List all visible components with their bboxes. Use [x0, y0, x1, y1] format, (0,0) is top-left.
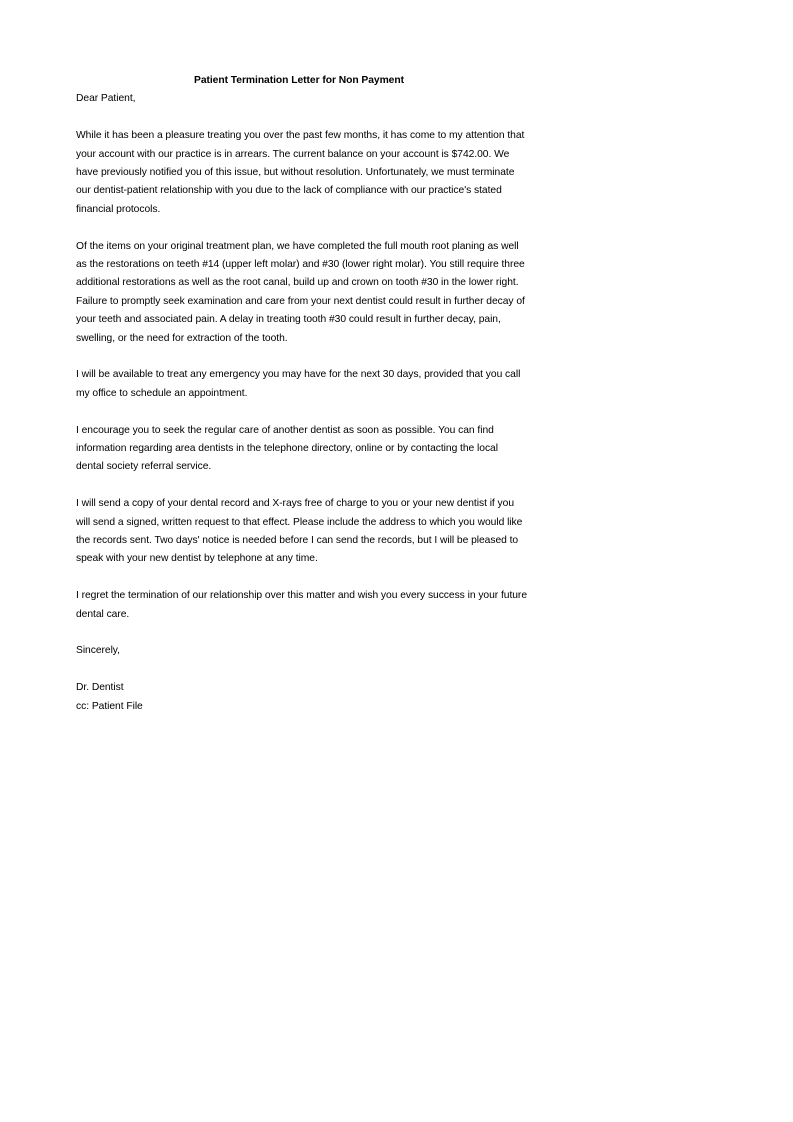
signature-block [76, 679, 528, 716]
signature-name: Dr. Dentist [76, 682, 124, 694]
letter-body [76, 72, 528, 716]
paragraph-seek-care: I encourage you to seek the regular care of another dentist as soon as possible. You can find information regarding area dentists in the telephone directory, online or by contacting the local dental society referral service. [76, 424, 498, 473]
salutation: Dear Patient, [76, 93, 136, 105]
closing: Sincerely, [76, 645, 120, 657]
paragraph-regret: I regret the termination of our relationship over this matter and wish you every success in your future dental care. [76, 590, 527, 620]
cc-line: cc: Patient File [76, 700, 143, 712]
paragraph-records-transfer: I will send a copy of your dental record and X-rays free of charge to you or your new dentist if you will send a signed, written request to that effect. Please include the address to which you would like the records sent. Two days' notice is needed before I can send the records, but I will be pleased to speak with your new dentist by telephone at any time. [76, 498, 523, 565]
paragraph-treatment-plan: Of the items on your original treatment plan, we have completed the full mouth root planing as well as the restorations on teeth #14 (upper left molar) and #30 (lower right molar). You still require three additional restorations as well as the root canal, build up and crown on tooth #30 in the lower right. Failure to promptly seek examination and care from your next dentist could result in further decay of your teeth and associated pain. A delay in treating tooth #30 could result in further decay, pain, swelling, or the need for extraction of the tooth. [76, 240, 525, 344]
paragraph-account-arrears: While it has been a pleasure treating you over the past few months, it has come to my attention that your account with our practice is in arrears. The current balance on your account is $742.00. We have previously notified you of this issue, but without resolution. Unfortunately, we must terminate our dentist-patient relationship with you due to the lack of compliance with our practice's stated financial protocols. [76, 130, 525, 215]
paragraph-emergency-availability: I will be available to treat any emergency you may have for the next 30 days, provided that you call my office to schedule an appointment. [76, 369, 521, 399]
letter-title: Patient Termination Letter for Non Payment [194, 75, 404, 86]
